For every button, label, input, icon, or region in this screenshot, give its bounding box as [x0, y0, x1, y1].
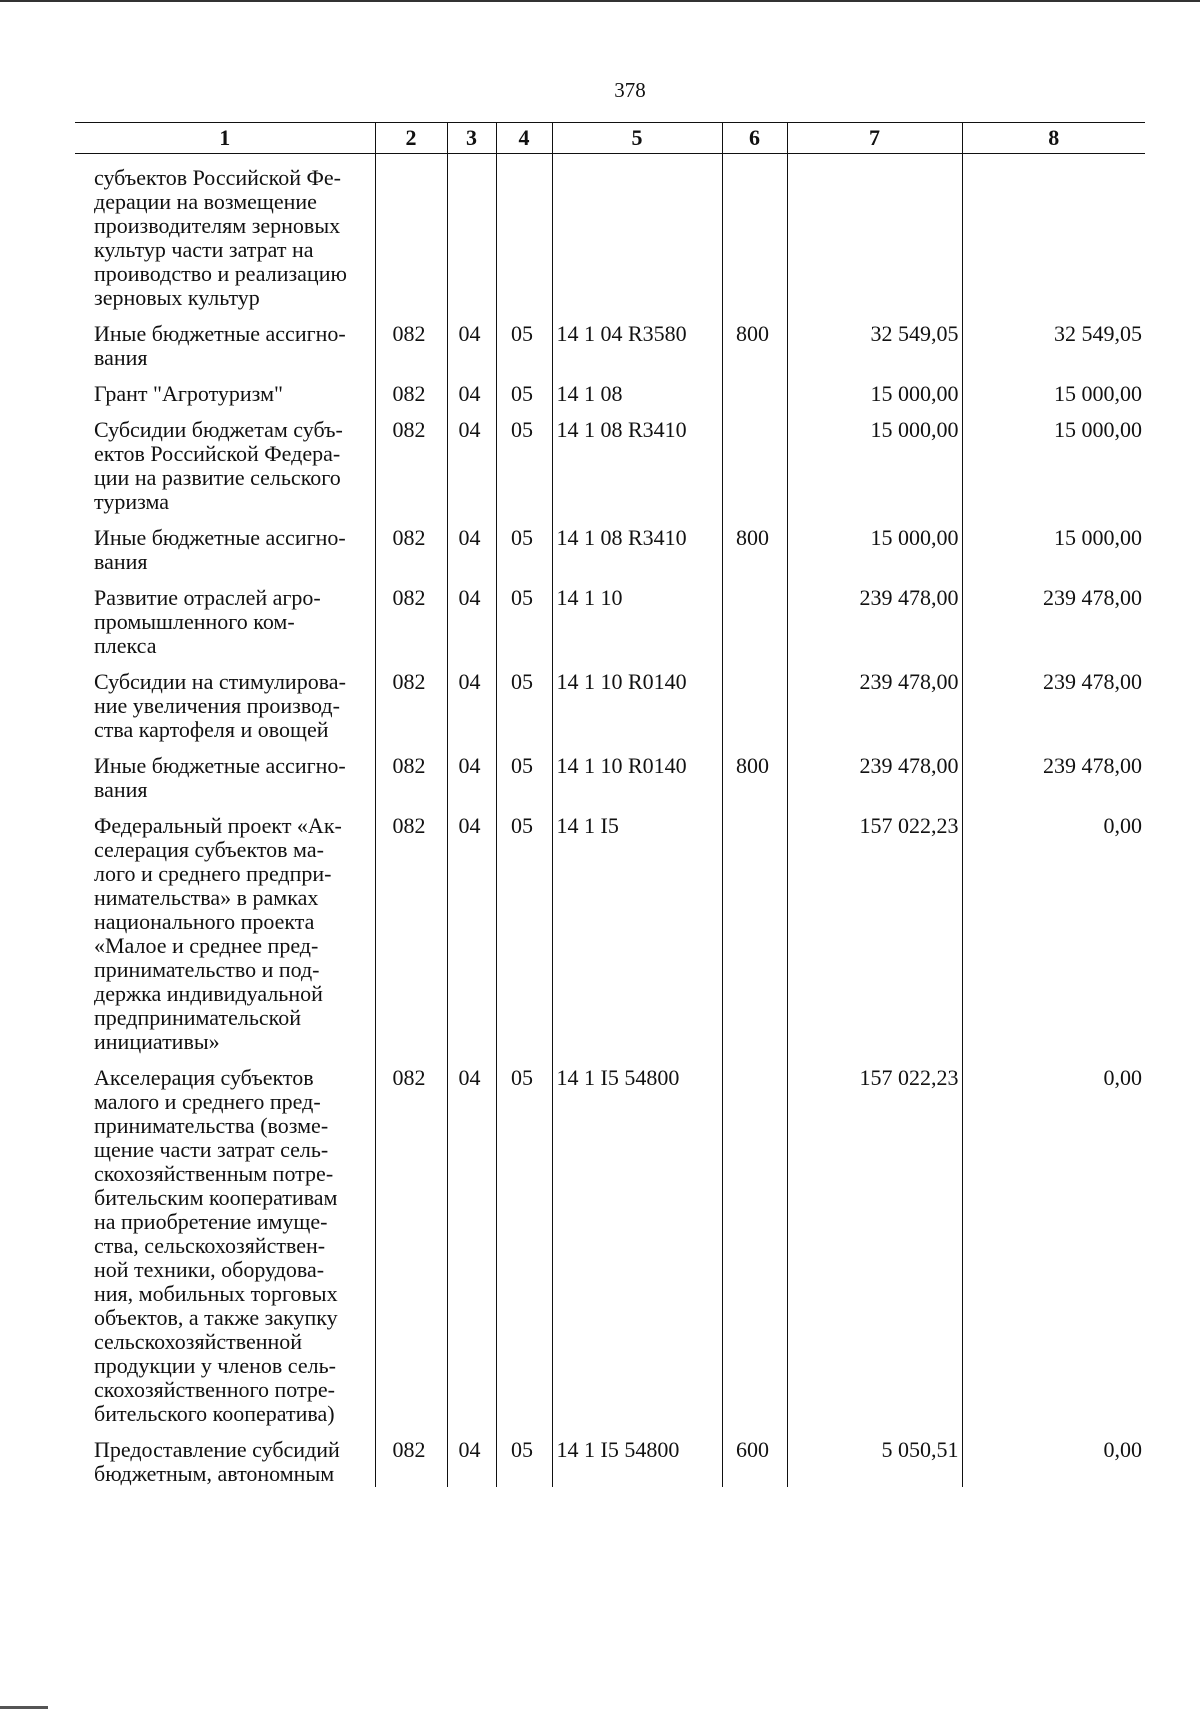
page-number: 378 — [614, 78, 646, 102]
row-subsection: 05 — [496, 406, 552, 514]
row-target-item: 14 1 08 R3410 — [552, 514, 722, 574]
table-row — [75, 154, 1145, 311]
row-section: 04 — [447, 742, 496, 802]
row-name: Федеральный проект «Ак- селерация субъектов ма- лого и среднего предпри- нимательства» в рамках национального проекта «Малое и среднее пред- принимательство и под- держка индивидуальной предпринимательской инициативы» — [94, 813, 342, 1054]
row-name: Акселерация субъектов малого и среднего пред- принимательства (возме- щение части затрат сель- скохозяйственным потре- бительским кооперативам на приобретение имуще- ства, сельскохозяйствен- ной техники, оборудова- ния, мобильных торговых объектов, а также закупку сельскохозяйственной продукции у членов сель- скохозяйственного потре- бительского кооператива) — [94, 1065, 338, 1426]
row-amount-col8: 0,00 — [962, 802, 1145, 1054]
row-section: 04 — [447, 310, 496, 370]
row-target-item: 14 1 08 R3410 — [552, 406, 722, 514]
row-code-admin: 082 — [375, 370, 447, 406]
table-row — [75, 574, 1145, 658]
table-row — [75, 1054, 1145, 1426]
row-name: Иные бюджетные ассигно- вания — [94, 321, 346, 370]
row-code-admin: 082 — [375, 310, 447, 370]
row-expense-type — [722, 1054, 787, 1426]
row-section: 04 — [447, 802, 496, 1054]
row-expense-type: 800 — [722, 742, 787, 802]
row-amount-col8: 0,00 — [962, 1054, 1145, 1426]
row-section — [447, 154, 496, 311]
row-section: 04 — [447, 514, 496, 574]
row-target-item — [552, 154, 722, 311]
table-row — [75, 514, 1145, 574]
row-amount-col8: 15 000,00 — [962, 406, 1145, 514]
row-subsection: 05 — [496, 802, 552, 1054]
row-code-admin: 082 — [375, 1054, 447, 1426]
column-header-1: 1 — [75, 123, 375, 154]
row-target-item: 14 1 08 — [552, 370, 722, 406]
table-header — [75, 123, 1145, 154]
row-amount-col7: 157 022,23 — [787, 1054, 962, 1426]
row-name: Иные бюджетные ассигно- вания — [94, 525, 346, 574]
column-header-8: 8 — [962, 123, 1145, 154]
row-expense-type — [722, 802, 787, 1054]
column-header-6: 6 — [722, 123, 787, 154]
scan-edge-top — [0, 0, 1200, 2]
column-header-7: 7 — [787, 123, 962, 154]
row-section: 04 — [447, 370, 496, 406]
row-amount-col7: 15 000,00 — [787, 514, 962, 574]
row-name: Субсидии на стимулирова- ние увеличения производ- ства картофеля и овощей — [94, 669, 346, 742]
row-subsection: 05 — [496, 742, 552, 802]
row-subsection: 05 — [496, 574, 552, 658]
row-target-item: 14 1 10 R0140 — [552, 658, 722, 742]
row-expense-type — [722, 406, 787, 514]
row-amount-col7: 15 000,00 — [787, 406, 962, 514]
row-amount-col7: 157 022,23 — [787, 802, 962, 1054]
table-row — [75, 406, 1145, 514]
column-header-3: 3 — [447, 123, 496, 154]
row-amount-col8: 239 478,00 — [962, 658, 1145, 742]
row-amount-col7: 15 000,00 — [787, 370, 962, 406]
row-amount-col8: 0,00 — [962, 1426, 1145, 1487]
row-expense-type: 800 — [722, 514, 787, 574]
scan-mark-bottom — [0, 1706, 48, 1709]
row-amount-col7: 239 478,00 — [787, 742, 962, 802]
row-target-item: 14 1 I5 — [552, 802, 722, 1054]
row-expense-type — [722, 658, 787, 742]
row-name: Субсидии бюджетам субъ- ектов Российской Федера- ции на развитие сельского туризма — [94, 417, 343, 514]
row-code-admin: 082 — [375, 742, 447, 802]
row-subsection — [496, 154, 552, 311]
row-name: Грант "Агротуризм" — [94, 381, 283, 406]
row-code-admin: 082 — [375, 406, 447, 514]
row-amount-col7: 239 478,00 — [787, 658, 962, 742]
row-section: 04 — [447, 658, 496, 742]
row-expense-type — [722, 574, 787, 658]
row-subsection: 05 — [496, 514, 552, 574]
row-amount-col8: 15 000,00 — [962, 514, 1145, 574]
row-subsection: 05 — [496, 370, 552, 406]
row-amount-col8 — [962, 154, 1145, 311]
row-amount-col8: 32 549,05 — [962, 310, 1145, 370]
row-amount-col7 — [787, 154, 962, 311]
row-name: Иные бюджетные ассигно- вания — [94, 753, 346, 802]
row-name: Предоставление субсидий бюджетным, автономным — [94, 1437, 340, 1486]
row-code-admin: 082 — [375, 574, 447, 658]
row-code-admin — [375, 154, 447, 311]
column-header-2: 2 — [375, 123, 447, 154]
table-row — [75, 370, 1145, 406]
row-section: 04 — [447, 406, 496, 514]
column-header-5: 5 — [552, 123, 722, 154]
row-amount-col8: 239 478,00 — [962, 574, 1145, 658]
column-header-4: 4 — [496, 123, 552, 154]
row-expense-type: 600 — [722, 1426, 787, 1487]
row-section: 04 — [447, 574, 496, 658]
row-expense-type — [722, 370, 787, 406]
row-expense-type: 800 — [722, 310, 787, 370]
row-name: Развитие отраслей агро- промышленного ком- плекса — [94, 585, 321, 658]
table-row — [75, 742, 1145, 802]
row-code-admin: 082 — [375, 514, 447, 574]
row-section: 04 — [447, 1426, 496, 1487]
row-amount-col7: 5 050,51 — [787, 1426, 962, 1487]
row-subsection: 05 — [496, 658, 552, 742]
row-amount-col8: 15 000,00 — [962, 370, 1145, 406]
row-section: 04 — [447, 1054, 496, 1426]
row-subsection: 05 — [496, 1054, 552, 1426]
table-row — [75, 658, 1145, 742]
row-target-item: 14 1 I5 54800 — [552, 1426, 722, 1487]
row-target-item: 14 1 04 R3580 — [552, 310, 722, 370]
row-amount-col7: 239 478,00 — [787, 574, 962, 658]
table-body — [75, 154, 1145, 1488]
budget-table — [75, 122, 1145, 1487]
row-code-admin: 082 — [375, 1426, 447, 1487]
table-row — [75, 1426, 1145, 1487]
row-subsection: 05 — [496, 310, 552, 370]
row-subsection: 05 — [496, 1426, 552, 1487]
row-amount-col8: 239 478,00 — [962, 742, 1145, 802]
table-row — [75, 310, 1145, 370]
table-row — [75, 802, 1145, 1054]
row-expense-type — [722, 154, 787, 311]
row-amount-col7: 32 549,05 — [787, 310, 962, 370]
row-name: субъектов Российской Фе- дерации на возмещение производителям зерновых культур части затрат на проиводство и реализацию зерновых культур — [94, 165, 347, 310]
row-code-admin: 082 — [375, 658, 447, 742]
row-code-admin: 082 — [375, 802, 447, 1054]
row-target-item: 14 1 10 — [552, 574, 722, 658]
row-target-item: 14 1 10 R0140 — [552, 742, 722, 802]
row-target-item: 14 1 I5 54800 — [552, 1054, 722, 1426]
